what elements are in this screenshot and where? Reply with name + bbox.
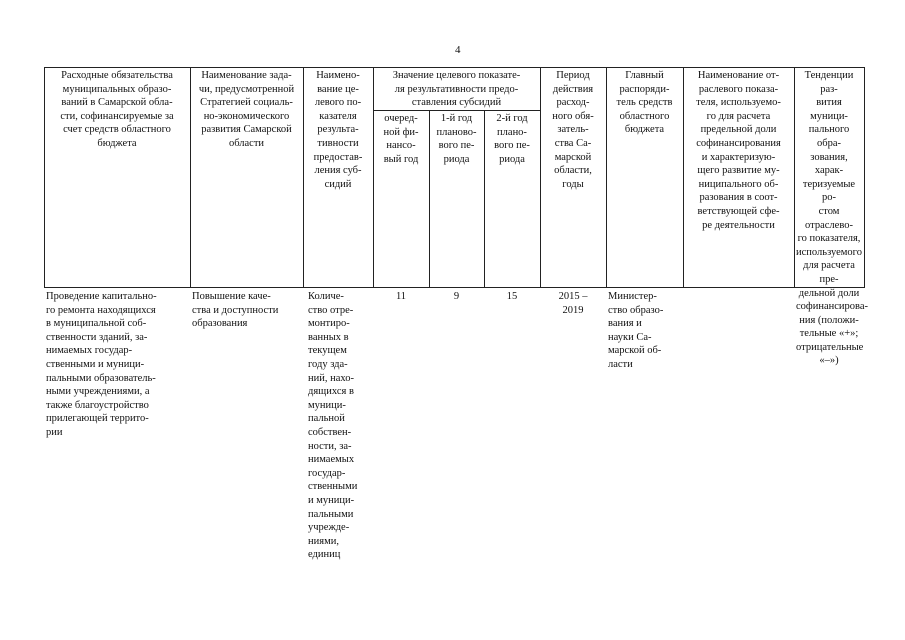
header-chief-manager: Главный распоряди- тель средств областного бюджета	[616, 70, 673, 136]
row-value-plan-year-2: 15	[506, 291, 518, 302]
header-indicator-name: Наимено- вание це- левого по- казателя результа- тивности предостав- ления суб- сидий	[313, 70, 363, 190]
header-current-year: очеред- ной фи- нансо- вый год	[383, 113, 419, 165]
row-value-plan-year-1: 9	[453, 291, 460, 302]
header-period: Период действия расход- ного обя- затель- ства Са- марской области, годы	[552, 70, 594, 190]
row-value-current-year: 11	[395, 291, 407, 302]
row-obligation: Проведение капитально- го ремонта находящихся в муниципальной соб- ственности зданий, за- нимаемых государ- ственными и муници- пальными образователь- ными учреждениями, а также благоустройство прилегающей террито- рии	[46, 291, 157, 438]
row-task: Повышение каче- ства и доступности образования	[192, 291, 279, 330]
header-plan-year-2: 2-й год плано- вого пе- риода	[494, 113, 530, 165]
header-plan-year-1: 1-й год планово- вого пе- риода	[436, 113, 477, 165]
header-trends: Тенденции раз- вития муници- пального обра- зования, харак- теризуемые ро- стом отраслево- го показателя, используемого для расчета пре- дельной доли софинансирова- ния (положи- тельные «+»; отрицательные «–»)	[796, 70, 868, 367]
page-number: 4	[455, 44, 461, 56]
row-indicator: Количе- ство отре- монтиро- ванных в текущем году зда- ний, нахо- дящихся в муници- пальной собствен- ности, за- нимаемых государ- ственными и муници- пальными учрежде- ниями, единиц	[308, 291, 358, 561]
header-task-name: Наименование зада- чи, предусмотренной Стратегией социаль- но-экономического развития Самарской области	[198, 70, 295, 149]
row-manager: Министер- ство образо- вания и науки Са- марской об- ласти	[608, 291, 664, 370]
row-period: 2015 – 2019	[558, 291, 588, 316]
header-obligations: Расходные обязательства муниципальных образо- ваний в Самарской обла- сти, софинансируемые за счет средств областного бюджета	[60, 70, 174, 149]
header-sector-indicator: Наименование от- раслевого показа- теля, используемо- го для расчета предельной доли софинансирования и характеризую- щего развитие му- ниципального об- разования в соот- ветствующей сфе- ре деятельности	[696, 70, 781, 231]
header-target-value-group: Значение целевого показате- ля результативности предо- ставления субсидий	[392, 70, 521, 109]
